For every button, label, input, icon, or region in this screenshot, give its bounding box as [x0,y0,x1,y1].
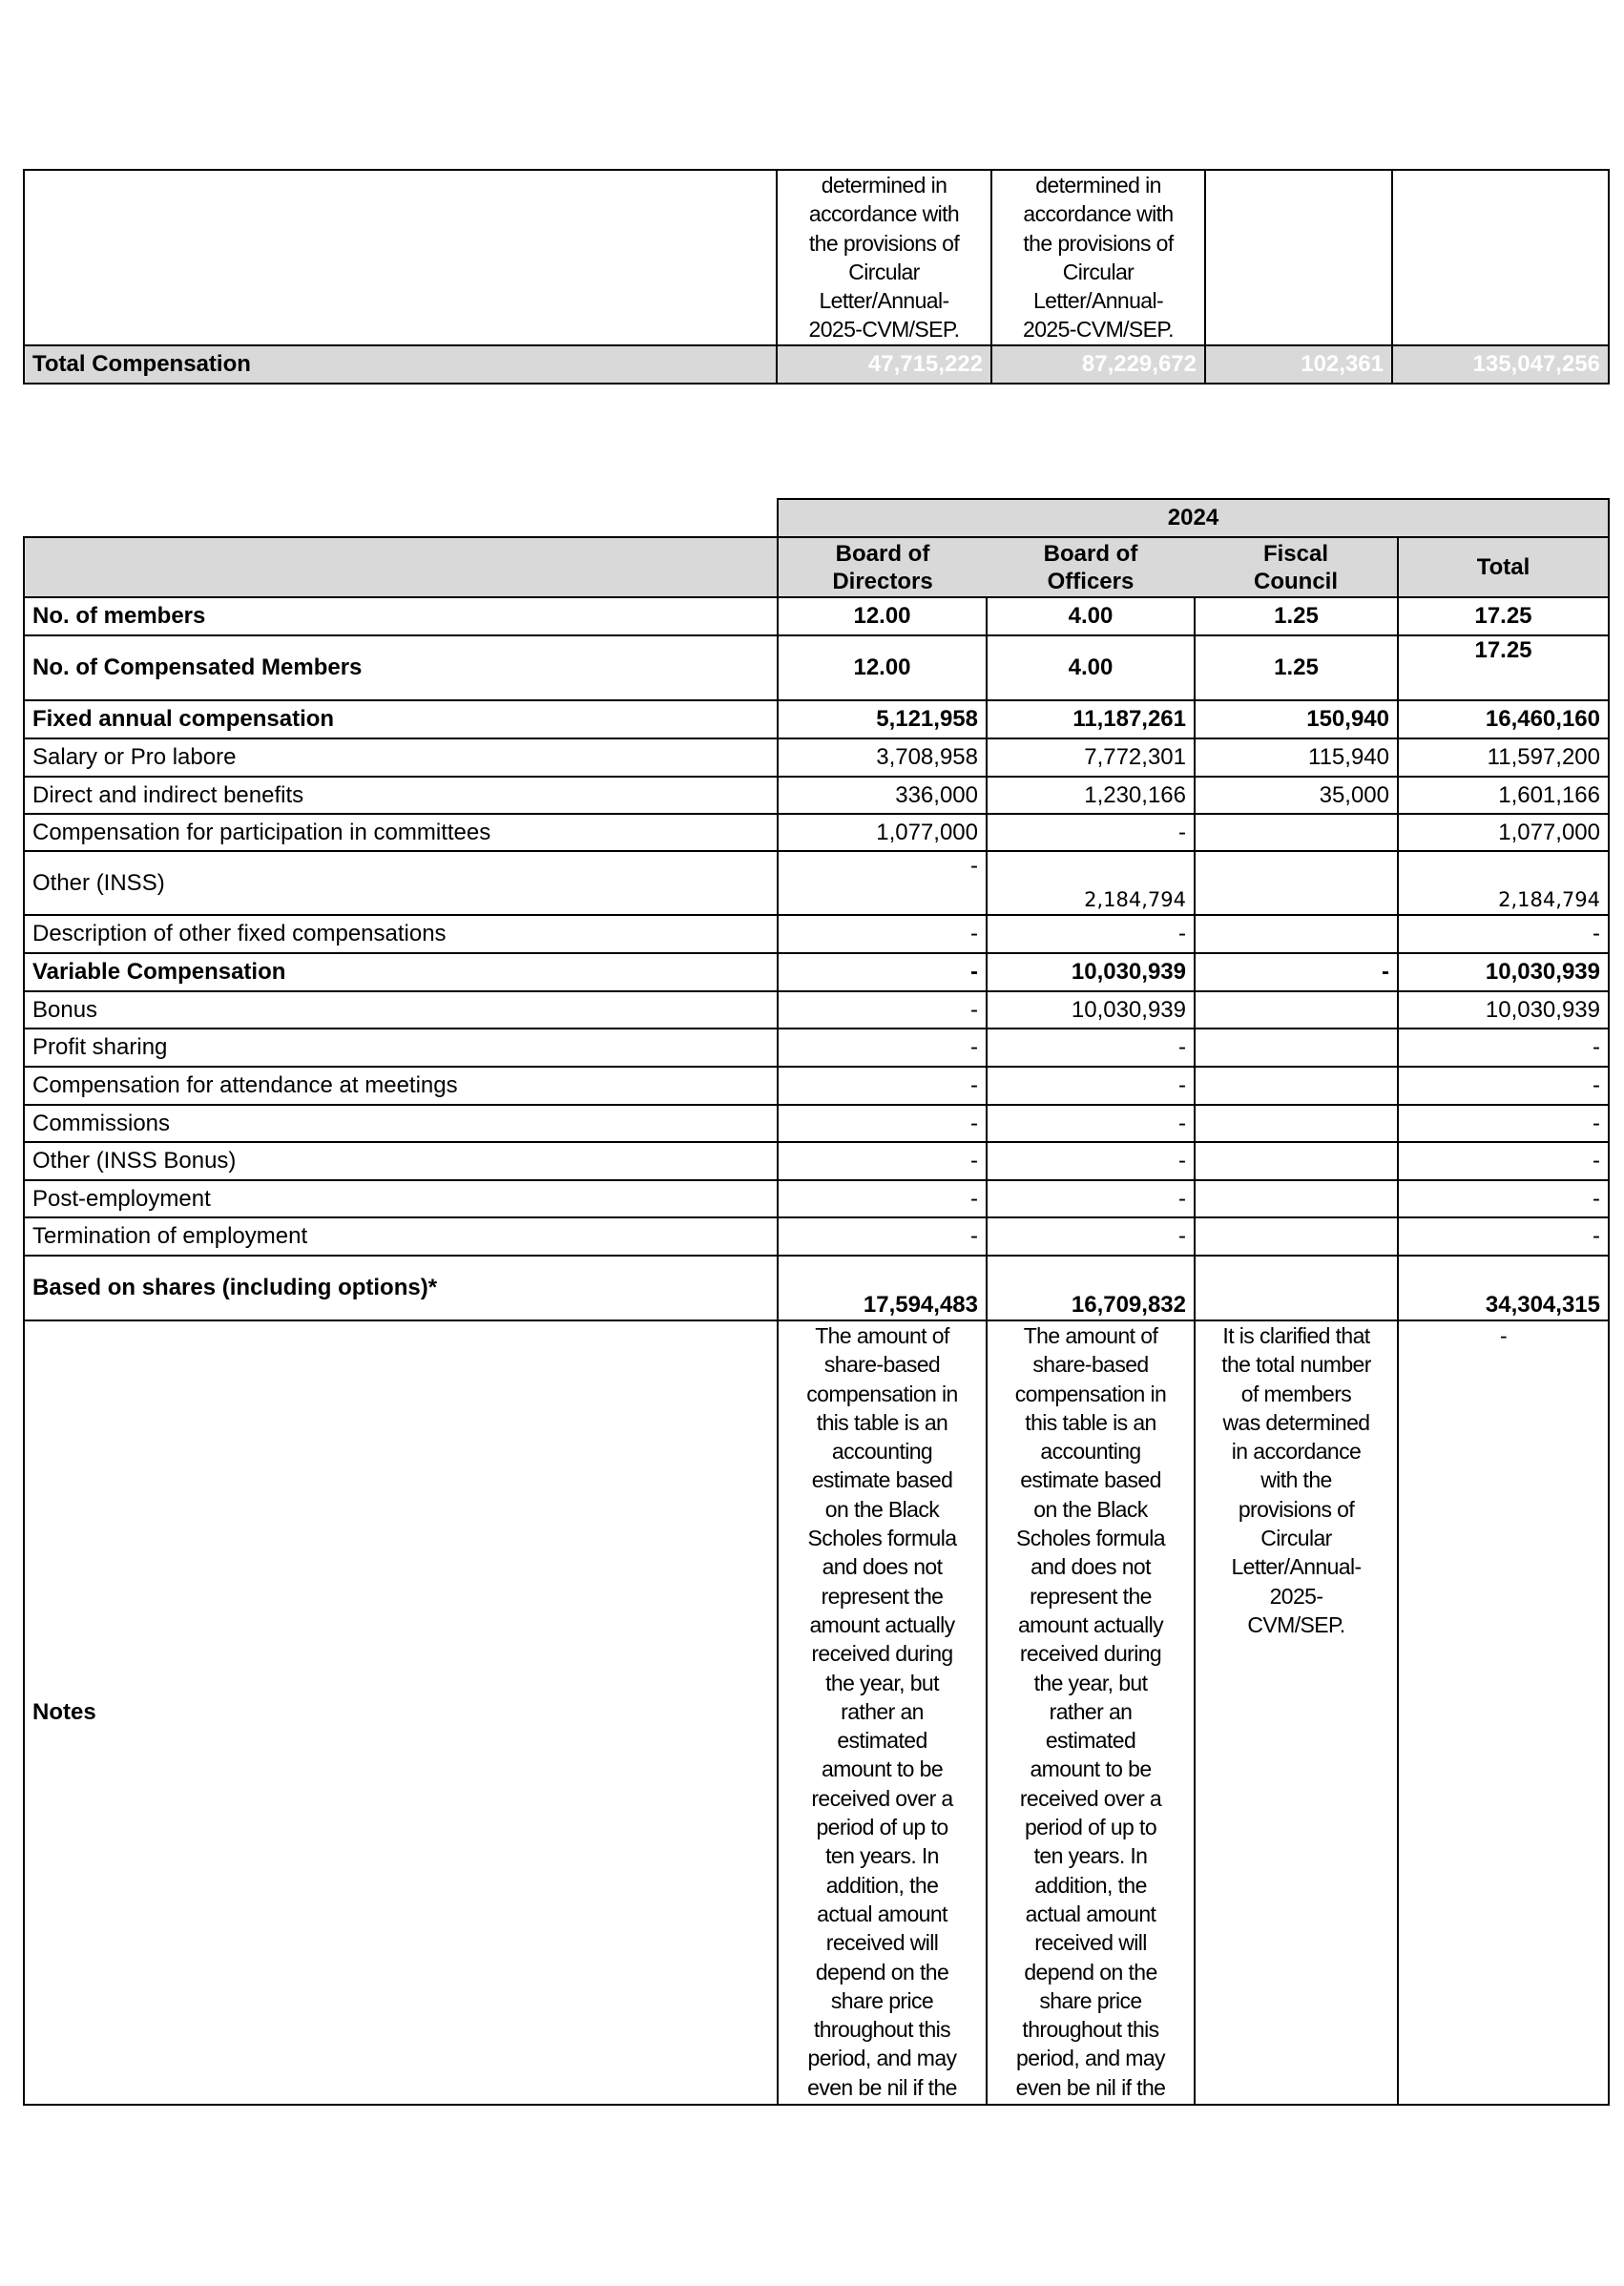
note-line: share price [830,1987,934,2013]
row-value: - [1398,1029,1609,1067]
note-line: compensation in [806,1381,958,1406]
total-value: 102,361 [1205,345,1392,384]
row-label: No. of Compensated Members [24,635,778,700]
notes-label: Notes [24,1320,778,2105]
row-value: 17,594,483 [778,1256,987,1320]
blank-corner [24,499,778,537]
row-value: - [987,814,1195,851]
note-line: Letter/Annual- [1032,288,1164,314]
row-value: 336,000 [778,777,987,814]
note-line: amount to be [821,1756,944,1782]
note-line: actual amount [817,1901,947,1926]
row-label: Variable Compensation [24,953,778,991]
note-line: period, and may [807,2046,957,2071]
note-line: ten years. In [825,1843,939,1869]
note-line: addition, the [1034,1872,1147,1898]
note-line: share price [1039,1987,1142,2013]
total-value: 87,229,672 [991,345,1205,384]
note-line: amount actually [809,1611,955,1637]
table-row [24,1142,1609,1180]
table-row [24,1256,1609,1320]
row-value: 10,030,939 [987,991,1195,1029]
row-label: Fixed annual compensation [24,700,778,738]
note-line: estimate based [811,1467,953,1493]
table-row [24,597,1609,635]
row-label: Description of other fixed compensations [24,915,778,953]
row-value: 11,187,261 [987,700,1195,738]
note-line: with the [1260,1467,1332,1493]
note-line: the provisions of [1023,230,1174,256]
note-line: estimated [837,1728,927,1754]
row-value: 7,772,301 [987,738,1195,777]
note-line: The amount of [815,1323,949,1348]
row-value: 17.25 [1398,597,1609,635]
row-value: - [1398,1217,1609,1256]
row-label: Profit sharing [24,1029,778,1067]
note-line: 2025-CVM/SEP. [808,317,960,343]
note-line: ten years. In [1033,1843,1148,1869]
row-value [1195,851,1398,915]
notes-cell-total [1392,170,1609,345]
note-line: period of up to [816,1815,948,1840]
column-header: Board of Officers [987,537,1195,597]
table-row [24,700,1609,738]
note-line: It is clarified that [1222,1323,1370,1348]
row-label: Termination of employment [24,1217,778,1256]
note-line: represent the [821,1583,944,1609]
table-row [24,851,1609,915]
row-label: Post-employment [24,1180,778,1217]
table-row [24,738,1609,777]
row-value: 16,709,832 [987,1256,1195,1320]
note-line: share-based [1032,1352,1149,1378]
row-value: - [778,1029,987,1067]
note-line: received over a [1019,1785,1162,1811]
note-line: rather an [1049,1698,1133,1724]
note-line: accounting [831,1439,933,1465]
column-header: Fiscal Council [1195,537,1398,597]
note-line: on the Black [824,1496,940,1522]
table-row [24,1180,1609,1217]
note-line: the total number [1221,1352,1371,1378]
note-line: determined in [821,173,947,197]
note-line: estimate based [1020,1467,1161,1493]
note-line: received during [811,1641,953,1667]
row-value: 115,940 [1195,738,1398,777]
row-value: - [1398,1142,1609,1180]
note-line: the year, but [1033,1670,1148,1695]
total-value: 135,047,256 [1392,345,1609,384]
row-value: 1,077,000 [1398,814,1609,851]
row-value: - [778,953,987,991]
row-value: - [987,1180,1195,1217]
notes-cell-total [1398,1320,1609,2105]
header-label-cell [24,537,778,597]
row-value [1195,991,1398,1029]
note-line: the provisions of [808,230,960,256]
row-value: 150,940 [1195,700,1398,738]
note-line: compensation in [1014,1381,1167,1406]
row-label: No. of members [24,597,778,635]
continued-notes-row [24,170,1609,345]
row-value [1195,1029,1398,1067]
empty-label-cell [24,170,777,345]
note-line: depend on the [815,1959,949,1985]
total-compensation-row [24,345,1609,384]
note-line: actual amount [1025,1901,1156,1926]
table-row [24,1029,1609,1067]
row-label: Commissions [24,1105,778,1142]
note-line: addition, the [825,1872,939,1898]
table-row [24,991,1609,1029]
note-line: depend on the [1024,1959,1157,1985]
note-line: estimated [1045,1728,1136,1754]
note-line: was determined [1222,1409,1370,1435]
note-line: Letter/Annual- [1231,1554,1362,1580]
note-line: throughout this [1022,2017,1159,2043]
row-value [1195,814,1398,851]
year-header-row [24,499,1609,537]
row-value: 2,184,794 [987,851,1195,915]
note-line: even be nil if the [1015,2074,1166,2100]
note-line: received will [1034,1930,1147,1956]
row-value: 1,077,000 [778,814,987,851]
row-value [1195,1256,1398,1320]
row-value: - [987,915,1195,953]
row-value: 3,708,958 [778,738,987,777]
note-line: represent the [1030,1583,1152,1609]
table-row [24,1067,1609,1105]
row-value: 17.25 [1398,635,1609,700]
row-label: Compensation for participation in committees [24,814,778,851]
row-value: - [1398,1105,1609,1142]
note-line: amount to be [1030,1756,1152,1782]
row-label: Compensation for attendance at meetings [24,1067,778,1105]
notes-cell-officers [987,1320,1195,2105]
note-line: determined in [1035,173,1161,197]
row-label: Salary or Pro labore [24,738,778,777]
note-line: received during [1019,1641,1162,1667]
note-line: period, and may [1016,2046,1165,2071]
notes-row [24,1320,1609,2105]
note-line: of members [1240,1381,1352,1406]
row-value: 12.00 [778,635,987,700]
row-value: 1.25 [1195,597,1398,635]
row-value: - [778,851,987,915]
note-line: received will [825,1930,939,1956]
row-value: 5,121,958 [778,700,987,738]
row-label: Based on shares (including options)* [24,1256,778,1320]
row-value: - [987,1029,1195,1067]
row-value: - [778,1180,987,1217]
column-header: Board of Directors [778,537,987,597]
note-line: accounting [1040,1439,1141,1465]
row-value [1195,915,1398,953]
note-line: accordance with [1023,201,1174,227]
row-value [1195,1180,1398,1217]
row-value: - [987,1105,1195,1142]
row-value [1195,1142,1398,1180]
note-line: Circular [848,259,920,284]
note-line: - [1499,1323,1508,1348]
total-compensation-table [23,169,1610,384]
row-value: - [1398,915,1609,953]
row-value: - [778,1105,987,1142]
note-line: provisions of [1238,1496,1355,1522]
note-line: 2025- [1269,1583,1323,1609]
row-value: - [1398,1180,1609,1217]
note-line: accordance with [808,201,960,227]
note-line: this table is an [816,1409,948,1435]
row-value: 10,030,939 [1398,991,1609,1029]
note-line: The amount of [1023,1323,1158,1348]
table-row [24,953,1609,991]
row-label: Bonus [24,991,778,1029]
column-header-row [24,537,1609,597]
note-line: 2025-CVM/SEP. [1023,317,1174,343]
note-line: received over a [811,1785,953,1811]
notes-cell-directors [778,1320,987,2105]
note-line: on the Black [1033,1496,1148,1522]
table-row [24,635,1609,700]
row-value: - [987,1067,1195,1105]
row-label: Other (INSS Bonus) [24,1142,778,1180]
table-row [24,777,1609,814]
row-value: - [778,991,987,1029]
table-row [24,915,1609,953]
table-row [24,1217,1609,1256]
row-value [1195,1105,1398,1142]
row-label: Direct and indirect benefits [24,777,778,814]
total-value: 47,715,222 [777,345,991,384]
note-line: rather an [841,1698,924,1724]
row-label: Other (INSS) [24,851,778,915]
row-value: 1,230,166 [987,777,1195,814]
row-value: 34,304,315 [1398,1256,1609,1320]
notes-cell-directors [777,170,991,345]
note-line: throughout this [813,2017,951,2043]
row-value: - [778,1067,987,1105]
row-value: 35,000 [1195,777,1398,814]
note-line: this table is an [1025,1409,1156,1435]
notes-cell-officers [991,170,1205,345]
note-line: period of up to [1024,1815,1157,1840]
note-line: amount actually [1017,1611,1164,1637]
table-row [24,1105,1609,1142]
note-line: the year, but [825,1670,939,1695]
note-line: and does not [822,1554,943,1580]
row-value: 4.00 [987,597,1195,635]
compensation-2024-table [23,498,1610,2106]
row-value [1195,1217,1398,1256]
row-value: 11,597,200 [1398,738,1609,777]
row-value: - [1195,953,1398,991]
notes-cell-fiscal [1195,1320,1398,2105]
note-line: even be nil if the [807,2074,957,2100]
column-header: Total [1398,537,1609,597]
note-line: and does not [1031,1554,1151,1580]
row-value: 16,460,160 [1398,700,1609,738]
row-value: - [778,915,987,953]
row-value: - [987,1217,1195,1256]
total-compensation-label: Total Compensation [24,345,777,384]
row-value: 1.25 [1195,635,1398,700]
note-line: Letter/Annual- [819,288,949,314]
row-value: - [1398,1067,1609,1105]
table-row [24,814,1609,851]
row-value: 2,184,794 [1398,851,1609,915]
note-line: Scholes formula [1016,1526,1165,1551]
row-value: 4.00 [987,635,1195,700]
row-value: 1,601,166 [1398,777,1609,814]
note-line: Circular [1062,259,1135,284]
row-value: 10,030,939 [987,953,1195,991]
note-line: Circular [1260,1526,1332,1551]
row-value [1195,1067,1398,1105]
row-value: - [778,1217,987,1256]
row-value: - [987,1142,1195,1180]
note-line: share-based [823,1352,941,1378]
note-line: CVM/SEP. [1247,1611,1345,1637]
notes-cell-fiscal [1205,170,1392,345]
row-value: 12.00 [778,597,987,635]
note-line: Scholes formula [807,1526,957,1551]
row-value: - [778,1142,987,1180]
row-value: 10,030,939 [1398,953,1609,991]
note-line: in accordance [1231,1439,1362,1465]
year-header: 2024 [778,499,1609,537]
